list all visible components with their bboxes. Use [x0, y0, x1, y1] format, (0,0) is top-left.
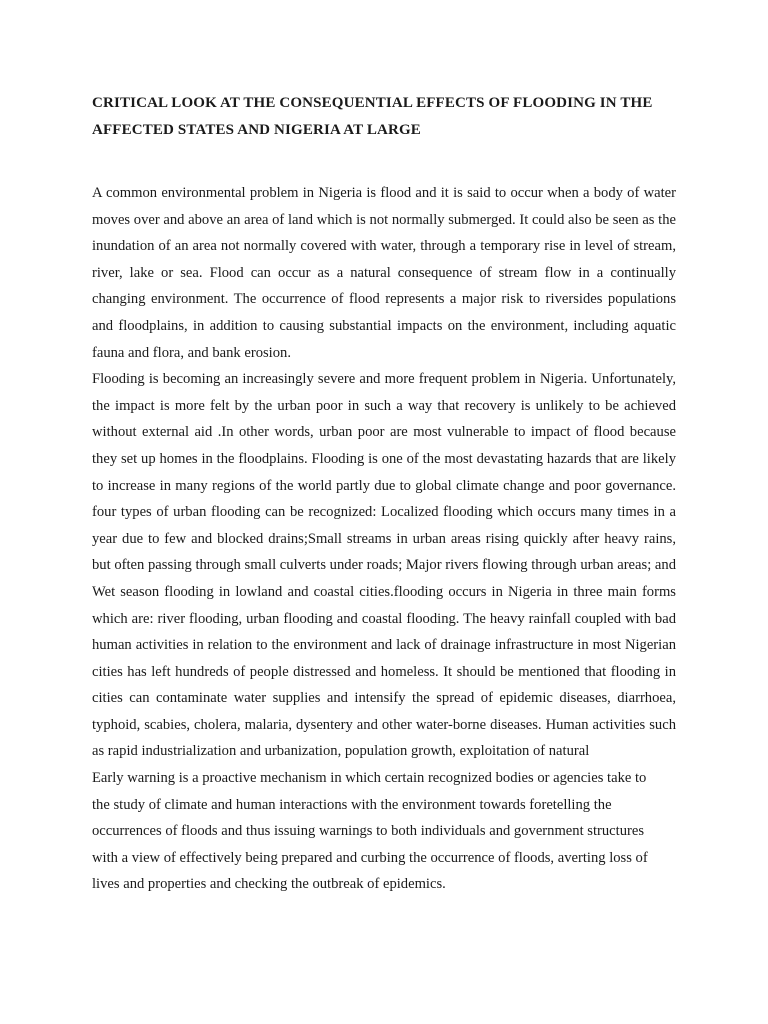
- paragraph-flooding-in-nigeria: Flooding is becoming an increasingly severe and more frequent problem in Nigeria. Unfortunately, the impact is more felt by the urban poor in such a way that recovery is unlikely to be achieved without external aid .In other words, urban poor are most vulnerable to impact of flood because they set up homes in the floodplains. Flooding is one of the most devastating hazards that are likely to increase in many regions of the world partly due to global climate change and poor governance. four types of urban flooding can be recognized: Localized flooding which occurs many times in a year due to few and blocked drains;Small streams in urban areas rising quickly after heavy rains, but often passing through small culverts under roads; Major rivers flowing through urban areas; and Wet season flooding in lowland and coastal cities.flooding occurs in Nigeria in three main forms which are: river flooding, urban flooding and coastal flooding. The heavy rainfall coupled with bad human activities in relation to the environment and lack of drainage infrastructure in most Nigerian cities has left hundreds of people distressed and homeless. It should be mentioned that flooding in cities can contaminate water supplies and intensify the spread of epidemic diseases, diarrhoea, typhoid, scabies, cholera, malaria, dysentery and other water-borne diseases. Human activities such as rapid industrialization and urbanization, population growth, exploitation of natural: [92, 371, 676, 760]
- document-title: CRITICAL LOOK AT THE CONSEQUENTIAL EFFECTS OF FLOODING IN THE AFFECTED STATES AND NIGERIA AT LARGE: [92, 95, 653, 138]
- paragraph-early-warning: Early warning is a proactive mechanism in which certain recognized bodies or agencies take to the study of climate and human interactions with the environment towards foretelling the occurrences of floods and thus issuing warnings to both individuals and government structures with a view of effectively being prepared and curbing the occurrence of floods, averting loss of lives and properties and checking the outbreak of epidemics.: [92, 770, 648, 893]
- paragraph-flood-definition: A common environmental problem in Nigeria is flood and it is said to occur when a body of water moves over and above an area of land which is not normally submerged. It could also be seen as the inundation of an area not normally covered with water, through a temporary rise in level of stream, river, lake or sea. Flood can occur as a natural consequence of stream flow in a continually changing environment. The occurrence of flood represents a major risk to riversides populations and floodplains, in addition to causing substantial impacts on the environment, including aquatic fauna and flora, and bank erosion.: [92, 185, 676, 361]
